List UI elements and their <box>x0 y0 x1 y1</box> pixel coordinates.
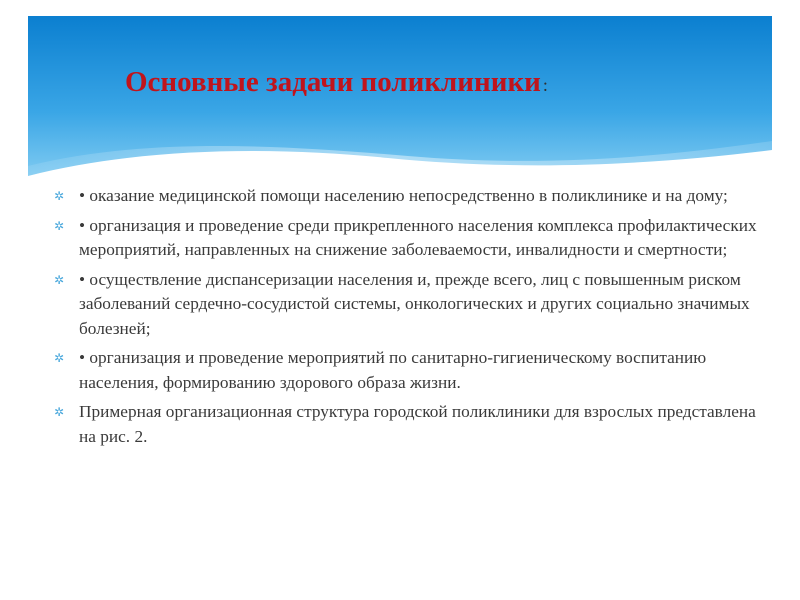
header-wave-background <box>28 16 772 191</box>
asterisk-bullet-icon: ✲ <box>54 189 65 203</box>
list-item-text: • организация и проведение среди прикрепленного населения комплекса профилактических мероприятий, направленных на снижение заболеваемости, инвалидности и смертности; <box>79 215 757 259</box>
list-item <box>52 268 762 342</box>
list-item <box>52 346 762 395</box>
asterisk-bullet-icon: ✲ <box>54 218 65 233</box>
list-item-text: Примерная организационная структура городской поликлиники для взрослых представлена на рис. 2. <box>79 402 756 446</box>
slide-title <box>125 66 548 99</box>
list-item-text: • оказание медицинской помощи населению непосредственно в поликлинике и на дому; <box>79 186 728 205</box>
asterisk-bullet-icon: ✲ <box>54 272 65 287</box>
list-item <box>52 184 762 209</box>
bullet-list <box>52 184 762 454</box>
slide-title-text: Основные задачи поликлиники <box>125 66 541 98</box>
list-item-text: • организация и проведение мероприятий по санитарно-гигиеническому воспитанию населения, формированию здорового образа жизни. <box>79 348 707 392</box>
list-item-text: • осуществление диспансеризации населения и, прежде всего, лиц с повышенным риском заболеваний сердечно-сосудистой системы, онкологических и других социально значимых болезней; <box>79 269 750 338</box>
list-item <box>52 400 762 449</box>
slide-title-colon: : <box>542 75 548 95</box>
list-item <box>52 214 762 263</box>
asterisk-bullet-icon: ✲ <box>54 405 65 419</box>
asterisk-bullet-icon: ✲ <box>54 351 65 365</box>
